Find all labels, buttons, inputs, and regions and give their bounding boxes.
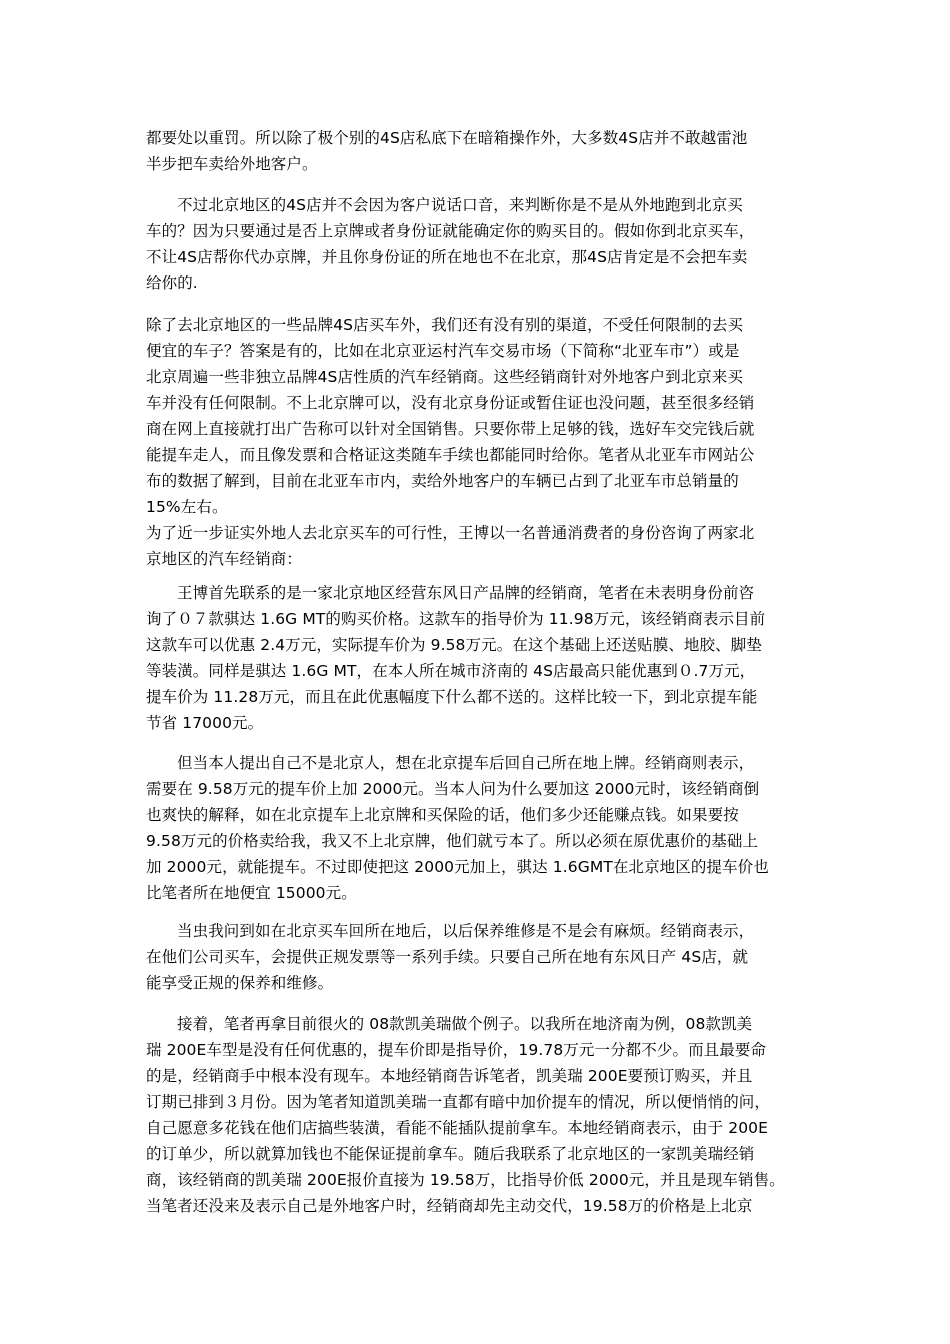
text-line: 京地区的汽车经销商：	[146, 550, 303, 568]
text-line: 自己愿意多花钱在他们店搞些装潢，看能不能插队提前拿车。本地经销商表示，由于 200E	[146, 1119, 769, 1137]
text-line: 车并没有任何限制。不上北京牌可以，没有北京身份证或暂住证也没问题，甚至很多经销	[146, 394, 755, 412]
paragraph-2	[146, 192, 816, 296]
text-line: 车的？因为只要通过是否上京牌或者身份证就能确定你的购买目的。假如你到北京买车，	[146, 222, 755, 240]
text-line: 需要在 9.58万元的提车价上加 2000元。当本人问为什么要加这 2000元时，该经销商倒	[146, 780, 760, 798]
text-line: 9.58万元的价格卖给我，我又不上北京牌，他们就亏本了。所以必须在原优惠价的基础上	[146, 832, 759, 850]
text-line: 询了０７款骐达 1.6G MT的购买价格。这款车的指导价为 11.98万元，该经销商表示目前	[146, 610, 766, 628]
text-line: 当笔者还没来及表示自己是外地客户时，经销商却先主动交代，19.58万的价格是上北京	[146, 1197, 753, 1215]
text-line: 为了近一步证实外地人去北京买车的可行性，王博以一名普通消费者的身份咨询了两家北	[146, 524, 755, 542]
text-line: 给你的.	[146, 274, 198, 292]
text-line: 能享受正规的保养和维修。	[146, 974, 334, 992]
text-line: 接着，笔者再拿目前很火的 08款凯美瑞做个例子。以我所在地济南为例，08款凯美	[177, 1015, 753, 1033]
text-line: 节省 17000元。	[146, 714, 264, 732]
text-line: 这款车可以优惠 2.4万元，实际提车价为 9.58万元。在这个基础上还送贴膜、地胶、脚垫	[146, 636, 762, 654]
text-line: 订期已排到３月份。因为笔者知道凯美瑞一直都有暗中加价提车的情况，所以便悄悄的问，	[146, 1093, 771, 1111]
text-line: 比笔者所在地便宜 15000元。	[146, 884, 357, 902]
text-line: 在他们公司买车，会提供正规发票等一系列手续。只要自己所在地有东风日产 4S店，就	[146, 948, 749, 966]
text-line: 提车价为 11.28万元，而且在此优惠幅度下什么都不送的。这样比较一下，到北京提车能	[146, 688, 758, 706]
text-line: 北京周遍一些非独立品牌4S店性质的汽车经销商。这些经销商针对外地客户到北京来买	[146, 368, 744, 386]
paragraph-5	[146, 750, 816, 906]
text-line: 瑞 200E车型是没有任何优惠的，提车价即是指导价，19.78万元一分都不少。而且最要命	[146, 1041, 767, 1059]
paragraph-1	[146, 125, 816, 177]
text-line: 当虫我问到如在北京买车回所在地后，以后保养维修是不是会有麻烦。经销商表示，	[177, 922, 755, 940]
text-line: 商，该经销商的凯美瑞 200E报价直接为 19.58万，比指导价低 2000元，并且是现车销售。	[146, 1171, 785, 1189]
paragraph-3	[146, 312, 816, 572]
text-line: 15%左右。	[146, 498, 228, 516]
text-line: 王博首先联系的是一家北京地区经营东风日产品牌的经销商，笔者在未表明身份前咨	[177, 584, 755, 602]
text-line: 布的数据了解到，目前在北亚车市内，卖给外地客户的车辆已占到了北亚车市总销量的	[146, 472, 739, 490]
text-line: 的订单少，所以就算加钱也不能保证提前拿车。随后我联系了北京地区的一家凯美瑞经销	[146, 1145, 755, 1163]
text-line: 加 2000元，就能提车。不过即使把这 2000元加上，骐达 1.6GMT在北京地区的提车价也	[146, 858, 769, 876]
text-line: 也爽快的解释，如在北京提车上北京牌和买保险的话，他们多少还能赚点钱。如果要按	[146, 806, 739, 824]
text-line: 但当本人提出自己不是北京人，想在北京提车后回自己所在地上牌。经销商则表示，	[177, 754, 755, 772]
text-line: 等装潢。同样是骐达 1.6G MT，在本人所在城市济南的 4S店最高只能优惠到０.7万元，	[146, 662, 756, 680]
text-line: 便宜的车子？答案是有的，比如在北京亚运村汽车交易市场（下简称“北亚车市”）或是	[146, 342, 740, 360]
text-line: 不让4S店帮你代办京牌，并且你身份证的所在地也不在北京，那4S店肯定是不会把车卖	[146, 248, 748, 266]
paragraph-4	[146, 580, 816, 736]
text-line: 不过北京地区的4S店并不会因为客户说话口音，来判断你是不是从外地跑到北京买	[177, 196, 743, 214]
paragraph-7	[146, 1011, 816, 1219]
text-line: 半步把车卖给外地客户。	[146, 155, 318, 173]
text-line: 除了去北京地区的一些品牌4S店买车外，我们还有没有别的渠道，不受任何限制的去买	[146, 316, 744, 334]
text-line: 能提车走人，而且像发票和合格证这类随车手续也都能同时给你。笔者从北亚车市网站公	[146, 446, 755, 464]
text-line: 的是，经销商手中根本没有现车。本地经销商告诉笔者，凯美瑞 200E要预订购买，并且	[146, 1067, 753, 1085]
text-line: 商在网上直接就打出广告称可以针对全国销售。只要你带上足够的钱，选好车交完钱后就	[146, 420, 755, 438]
paragraph-6	[146, 918, 816, 996]
text-line: 都要处以重罚。所以除了极个别的4S店私底下在暗箱操作外，大多数4S店并不敢越雷池	[146, 129, 748, 147]
